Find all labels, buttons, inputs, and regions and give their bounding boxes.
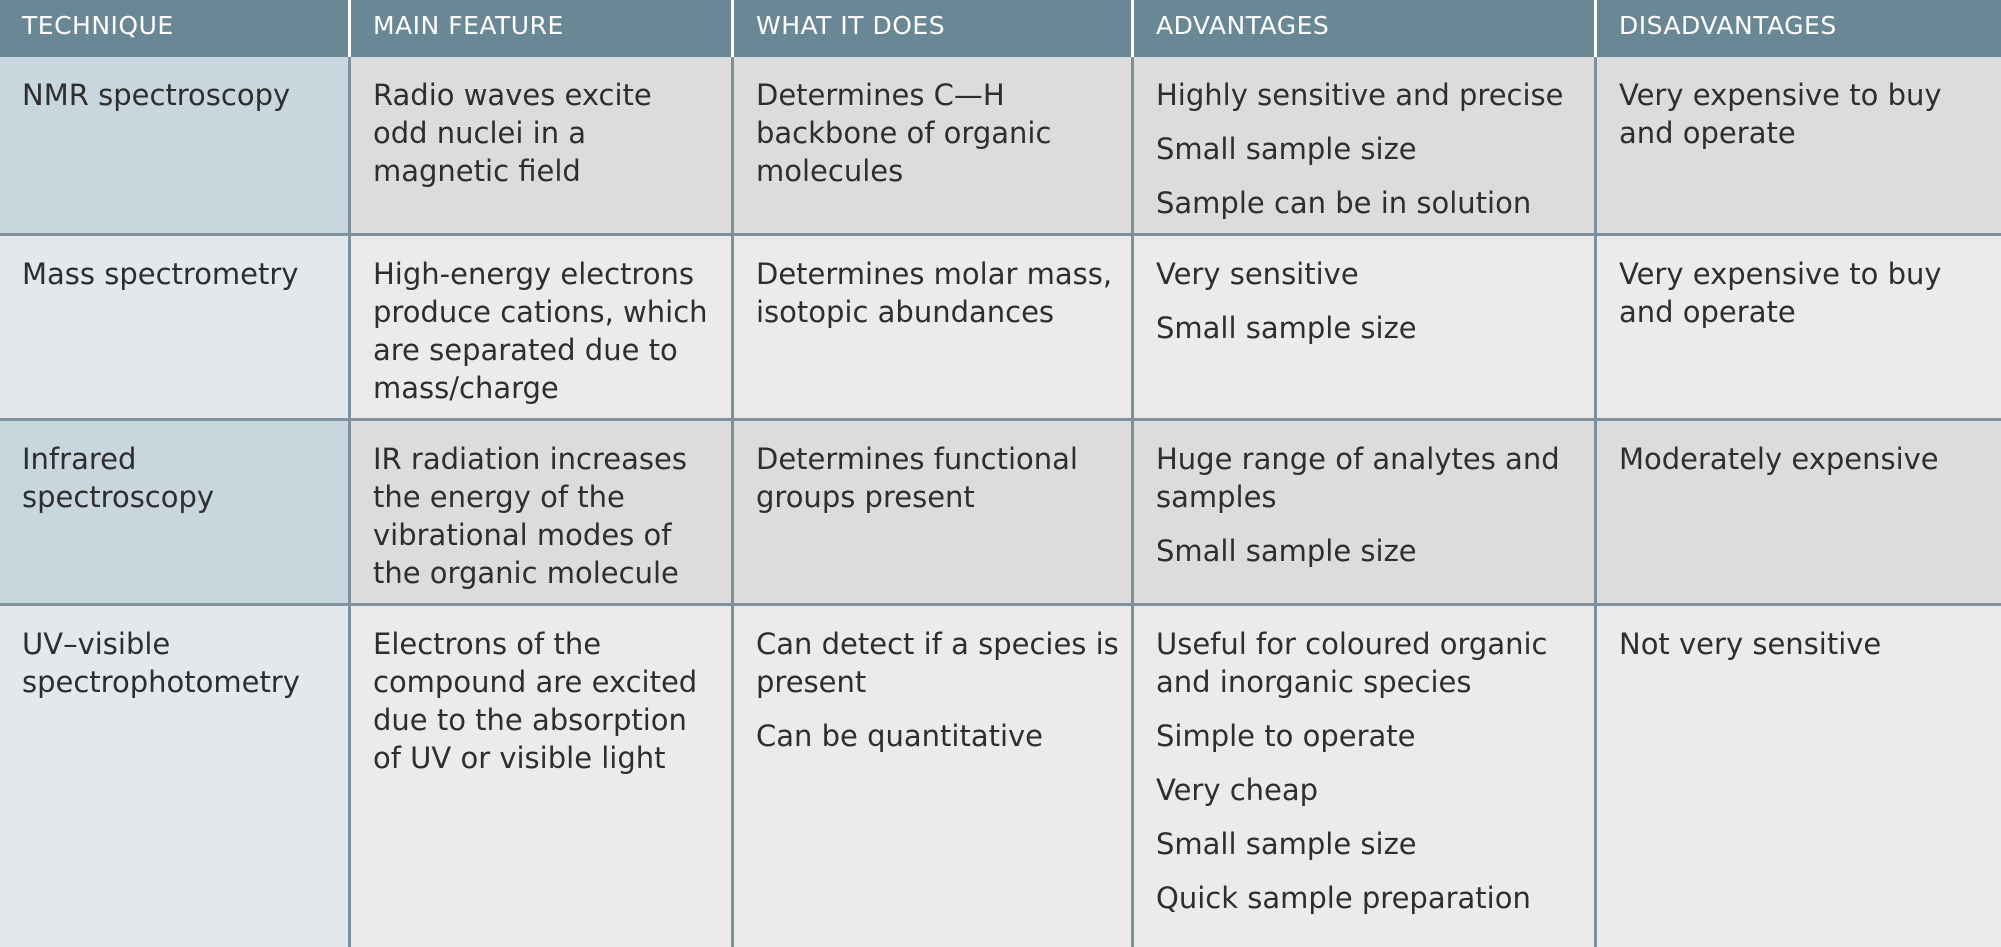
cell-text: Very sensitive: [1156, 257, 1359, 291]
technique-cell: [0, 236, 348, 421]
disadvantages-cell: [1594, 57, 2001, 236]
what-it-does-cell: [731, 606, 1131, 947]
cell-text: Electrons of the compound are excited due to the absorption of UV or visible light: [373, 627, 698, 775]
cell-text: Can detect if a species is present: [756, 627, 1119, 699]
cell-text: Determines molar mass, isotopic abundances: [756, 257, 1113, 329]
header-advantages: ADVANTAGES: [1131, 0, 1594, 57]
cell-text: Can be quantitative: [756, 719, 1044, 753]
main-feature-cell: [348, 236, 731, 421]
cell-text: Infrared spectroscopy: [22, 442, 215, 514]
advantages-cell: [1131, 236, 1594, 421]
cell-text: Useful for coloured organic and inorganic species: [1156, 627, 1548, 699]
cell-text: NMR spectroscopy: [22, 78, 291, 112]
cell-text: UV–visible spectrophotometry: [22, 627, 300, 699]
header-what-it-does: WHAT IT DOES: [731, 0, 1131, 57]
technique-cell: [0, 57, 348, 236]
cell-text: Determines C—H backbone of organic molecules: [756, 78, 1052, 188]
cell-text: Sample can be in solution: [1156, 186, 1532, 220]
header-disadvantages: DISADVANTAGES: [1594, 0, 2001, 57]
technique-cell: [0, 421, 348, 606]
disadvantages-cell: [1594, 606, 2001, 947]
header-main-feature: MAIN FEATURE: [348, 0, 731, 57]
cell-text: Very expensive to buy and operate: [1619, 257, 1942, 329]
cell-text: Small sample size: [1156, 827, 1417, 861]
advantages-cell: [1131, 606, 1594, 947]
cell-text: Quick sample preparation: [1156, 881, 1531, 915]
cell-text: Highly sensitive and precise: [1156, 78, 1564, 112]
disadvantages-cell: [1594, 421, 2001, 606]
what-it-does-cell: [731, 57, 1131, 236]
cell-text: Small sample size: [1156, 132, 1417, 166]
cell-text: Small sample size: [1156, 311, 1417, 345]
cell-text: Determines functional groups present: [756, 442, 1078, 514]
what-it-does-cell: [731, 236, 1131, 421]
cell-text: IR radiation increases the energy of the vibrational modes of the organic molecule: [373, 442, 687, 590]
cell-text: Moderately expensive: [1619, 442, 1939, 476]
main-feature-cell: [348, 57, 731, 236]
what-it-does-cell: [731, 421, 1131, 606]
cell-text: Not very sensitive: [1619, 627, 1882, 661]
cell-text: Very cheap: [1156, 773, 1319, 807]
main-feature-cell: [348, 606, 731, 947]
cell-text: Radio waves excite odd nuclei in a magnetic field: [373, 78, 652, 188]
main-feature-cell: [348, 421, 731, 606]
advantages-cell: [1131, 421, 1594, 606]
disadvantages-cell: [1594, 236, 2001, 421]
cell-text: High-energy electrons produce cations, which are separated due to mass/charge: [373, 257, 708, 405]
cell-text: Mass spectrometry: [22, 257, 299, 291]
cell-text: Huge range of analytes and samples: [1156, 442, 1560, 514]
cell-text: Small sample size: [1156, 534, 1417, 568]
technique-cell: [0, 606, 348, 947]
cell-text: Very expensive to buy and operate: [1619, 78, 1942, 150]
advantages-cell: [1131, 57, 1594, 236]
header-technique: TECHNIQUE: [0, 0, 348, 57]
cell-text: Simple to operate: [1156, 719, 1416, 753]
